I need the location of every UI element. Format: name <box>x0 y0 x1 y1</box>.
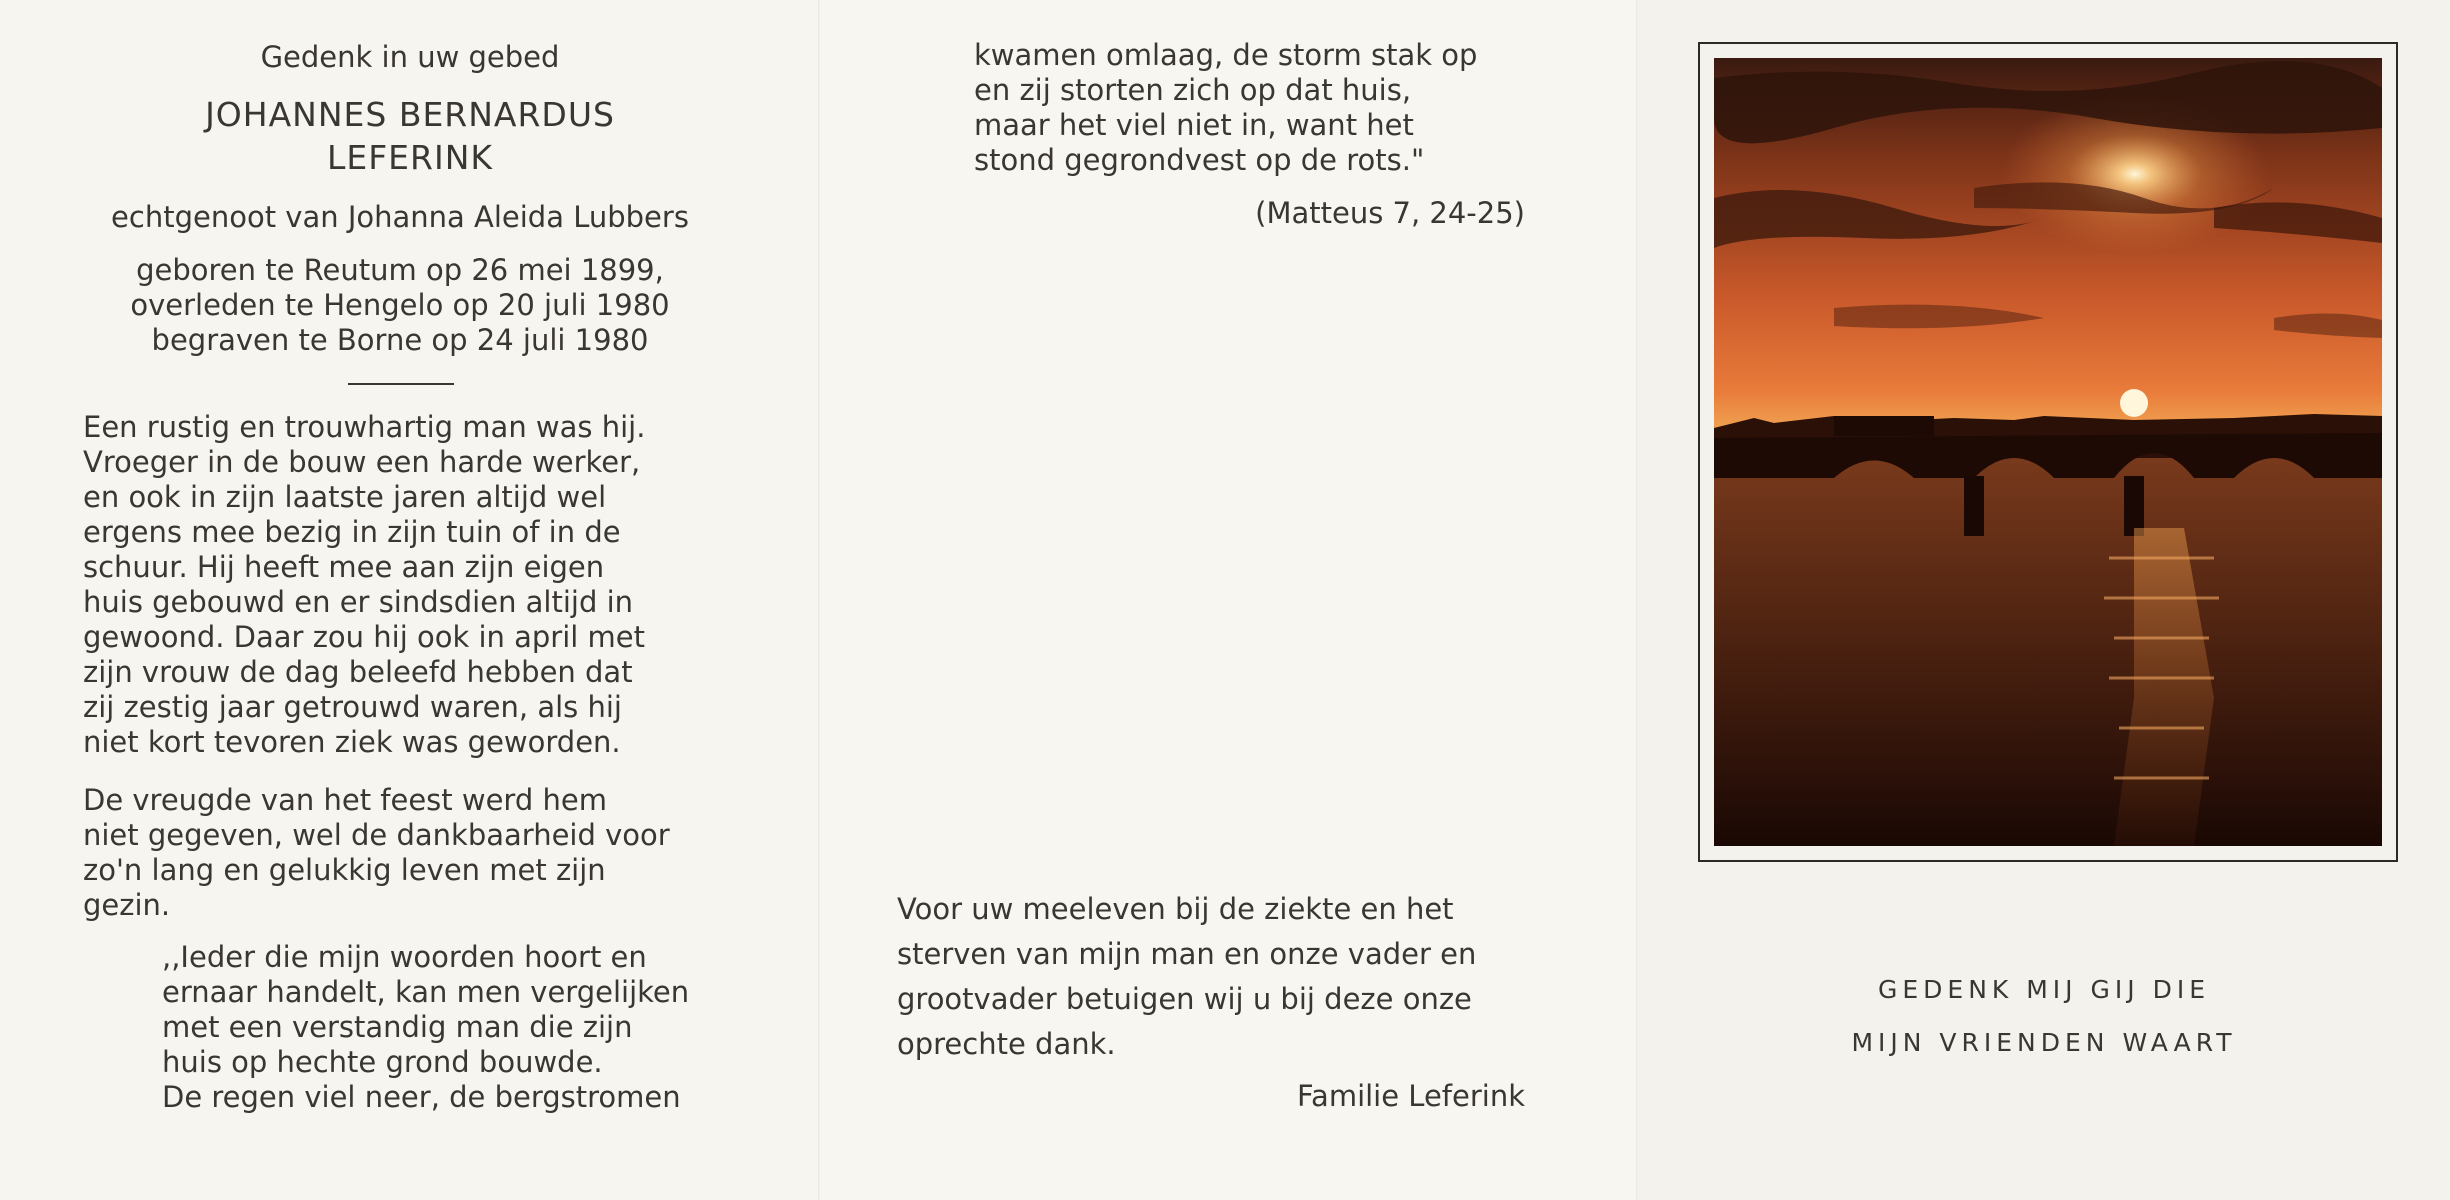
thanks-line: Voor uw meeleven bij de ziekte en het <box>897 892 1454 926</box>
family-line: gezin. <box>83 888 171 922</box>
quote-line: De regen viel neer, de bergstromen <box>162 1080 681 1114</box>
family-signature: Familie Leferink <box>1297 1079 1525 1113</box>
bio-line: en ook in zijn laatste jaren altijd wel <box>83 480 607 514</box>
card-panel-middle <box>820 0 1638 1200</box>
death-line: overleden te Hengelo op 20 juli 1980 <box>130 288 670 322</box>
card-panel-left <box>0 0 820 1200</box>
quote-line: stond gegrondvest op de rots." <box>974 143 1425 177</box>
section-divider <box>348 383 454 385</box>
photo-frame <box>1698 42 2398 862</box>
scripture-reference: (Matteus 7, 24-25) <box>1255 196 1525 230</box>
quote-line: ,,Ieder die mijn woorden hoort en <box>162 940 647 974</box>
bio-line: ergens mee bezig in zijn tuin of in de <box>83 515 621 549</box>
thanks-line: oprechte dank. <box>897 1027 1116 1061</box>
family-line: niet gegeven, wel de dankbaarheid voor <box>83 818 670 852</box>
quote-line: met een verstandig man die zijn <box>162 1010 633 1044</box>
bio-line: huis gebouwd en er sindsdien altijd in <box>83 585 634 619</box>
quote-line: huis op hechte grond bouwde. <box>162 1045 603 1079</box>
deceased-name-line1: JOHANNES BERNARDUS <box>205 95 615 134</box>
birth-line: geboren te Reutum op 26 mei 1899, <box>136 253 664 287</box>
burial-line: begraven te Borne op 24 juli 1980 <box>151 323 649 357</box>
memorial-caption-line1: GEDENK MIJ GIJ DIE <box>1877 975 2210 1004</box>
spouse-line: echtgenoot van Johanna Aleida Lubbers <box>111 200 689 234</box>
intro-text: Gedenk in uw gebed <box>260 40 560 74</box>
family-line: De vreugde van het feest werd hem <box>83 783 607 817</box>
bio-line: zijn vrouw de dag beleefd hebben dat <box>83 655 633 689</box>
bio-line: niet kort tevoren ziek was geworden. <box>83 725 621 759</box>
sunset-bridge-photo <box>1714 58 2382 846</box>
bio-line: Vroeger in de bouw een harde werker, <box>83 445 641 479</box>
bio-line: schuur. Hij heeft mee aan zijn eigen <box>83 550 605 584</box>
bio-line: zij zestig jaar getrouwd waren, als hij <box>83 690 622 724</box>
quote-line: ernaar handelt, kan men vergelijken <box>162 975 690 1009</box>
bio-line: gewoond. Daar zou hij ook in april met <box>83 620 646 654</box>
thanks-line: grootvader betuigen wij u bij deze onze <box>897 982 1472 1016</box>
quote-line: maar het viel niet in, want het <box>974 108 1414 142</box>
thanks-line: sterven van mijn man en onze vader en <box>897 937 1477 971</box>
quote-line: en zij storten zich op dat huis, <box>974 73 1412 107</box>
bio-line: Een rustig en trouwhartig man was hij. <box>83 410 646 444</box>
memorial-caption-line2: MIJN VRIENDEN WAART <box>1851 1028 2237 1057</box>
deceased-name-line2: LEFERINK <box>326 138 494 177</box>
sunset-bridge-illustration <box>1714 58 2382 846</box>
family-line: zo'n lang en gelukkig leven met zijn <box>83 853 606 887</box>
sun-shape <box>2120 389 2148 417</box>
quote-line: kwamen omlaag, de storm stak op <box>974 38 1478 72</box>
